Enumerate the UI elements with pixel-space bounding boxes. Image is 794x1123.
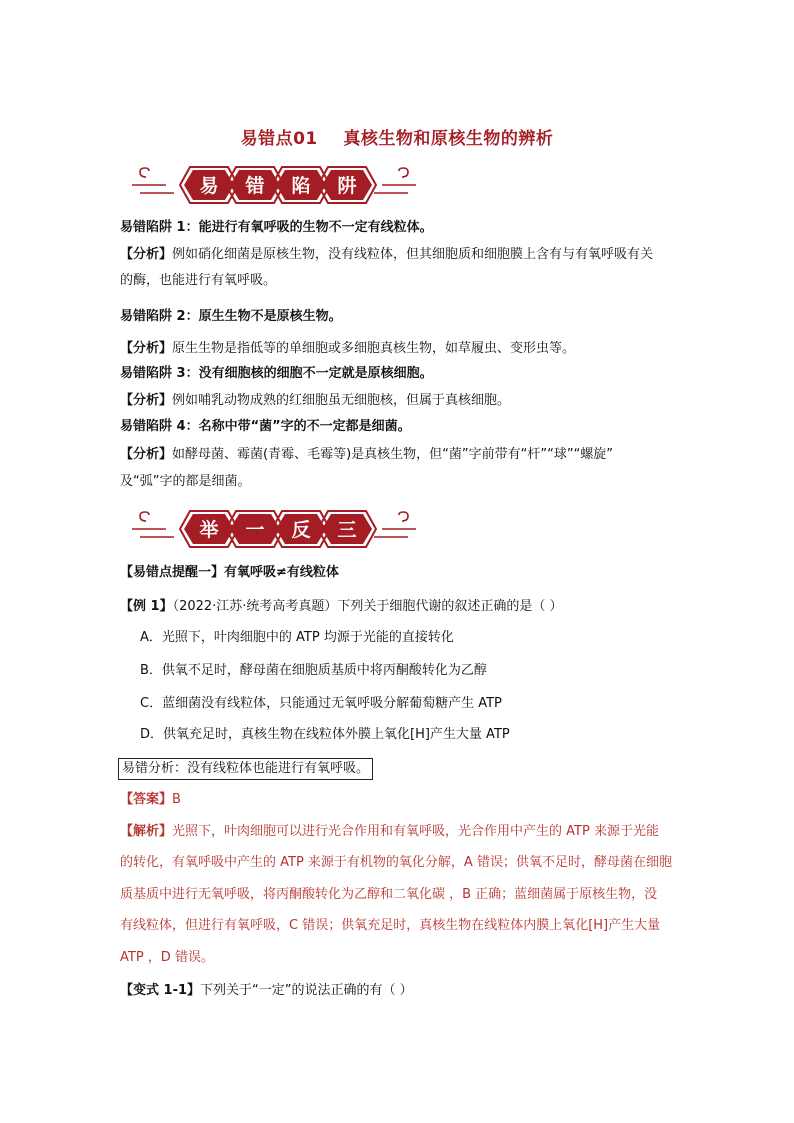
example-tag: 【例 1】 — [120, 599, 173, 614]
answer-tag: 【答案】 — [120, 792, 173, 807]
trap-analysis — [120, 445, 700, 465]
trap-analysis-cont: 的酶，也能进行有氧呼吸。 — [120, 273, 277, 288]
choice-a: A．光照下，叶肉细胞中的 ATP 均源于光能的直接转化 — [140, 630, 454, 645]
trap-heading: 易错陷阱 4：名称中带“菌”字的不一定都是细菌。 — [120, 419, 411, 434]
trap-heading: 易错陷阱 3：没有细胞核的细胞不一定就是原核细胞。 — [120, 366, 433, 381]
banner-trap — [126, 163, 422, 207]
analysis-line — [120, 822, 700, 842]
example-stem — [120, 597, 700, 617]
analysis-tag: 【分析】 — [120, 447, 173, 462]
analysis-tag: 【分析】 — [120, 393, 173, 408]
trap-analysis — [120, 339, 700, 359]
analysis-tag: 【解析】 — [120, 824, 173, 839]
analysis-tag: 【分析】 — [120, 247, 173, 262]
analysis-line: ATP ，D 错误。 — [120, 950, 214, 965]
example-question: （2022·江苏·统考高考真题）下列关于细胞代谢的叙述正确的是（ ） — [172, 599, 563, 614]
banner-practice — [126, 507, 422, 551]
banner-trap-char: 易 — [199, 175, 219, 197]
analysis-text: 例如哺乳动物成熟的红细胞虽无细胞核，但属于真核细胞。 — [172, 393, 511, 408]
choice-d: D．供氧充足时，真核生物在线粒体外膜上氧化[H]产生大量 ATP — [140, 727, 510, 742]
analysis-text: 原生生物是指低等的单细胞或多细胞真核生物，如草履虫、变形虫等。 — [172, 341, 576, 356]
variant-tag: 【变式 1-1】 — [120, 983, 201, 998]
choice-c: C．蓝细菌没有线粒体，只能通过无氧呼吸分解葡萄糖产生 ATP — [140, 696, 502, 711]
page-title: 易错点01 真核生物和原核生物的辨析 — [240, 129, 554, 149]
trap-heading: 易错陷阱 2：原生生物不是原核生物。 — [120, 309, 342, 324]
banner-trap-char: 错 — [245, 175, 265, 197]
answer-line — [120, 790, 700, 810]
banner-practice-char: 反 — [291, 519, 311, 541]
mistake-hint-box: 易错分析：没有线粒体也能进行有氧呼吸。 — [118, 758, 373, 780]
variant-question — [120, 981, 700, 1001]
analysis-text: 例如硝化细菌是原核生物，没有线粒体，但其细胞质和细胞膜上含有与有氧呼吸有关 — [172, 247, 654, 262]
trap-heading: 易错陷阱 1：能进行有氧呼吸的生物不一定有线粒体。 — [120, 220, 433, 235]
banner-trap-char: 阱 — [337, 175, 357, 197]
choice-b: B．供氧不足时，酵母菌在细胞质基质中将丙酮酸转化为乙醇 — [140, 663, 487, 678]
analysis-tag: 【分析】 — [120, 341, 173, 356]
analysis-text: 如酵母菌、霉菌(青霉、毛霉等)是真核生物，但“菌”字前带有“杆”“球”“螺旋” — [172, 447, 614, 462]
banner-practice-char: 三 — [337, 519, 357, 541]
banner-practice-char: 一 — [245, 519, 265, 541]
trap-analysis — [120, 391, 700, 411]
analysis-text: 光照下，叶肉细胞可以进行光合作用和有氧呼吸，光合作用中产生的 ATP 来源于光能 — [172, 824, 659, 839]
trap-analysis-cont: 及“弧”字的都是细菌。 — [120, 474, 251, 489]
answer-value: B — [172, 792, 181, 807]
trap-analysis — [120, 245, 700, 265]
reminder-heading: 【易错点提醒一】有氧呼吸≠有线粒体 — [120, 565, 339, 580]
analysis-line: 质基质中进行无氧呼吸，将丙酮酸转化为乙醇和二氧化碳 ，B 正确；蓝细菌属于原核生物，没 — [120, 887, 658, 902]
analysis-line: 有线粒体，但进行有氧呼吸，C 错误；供氧充足时，真核生物在线粒体内膜上氧化[H]产生大量 — [120, 918, 661, 933]
analysis-line: 的转化，有氧呼吸中产生的 ATP 来源于有机物的氧化分解，A 错误；供氧不足时，酵母菌在细胞 — [120, 855, 672, 870]
banner-practice-char: 举 — [199, 519, 219, 541]
variant-stem: 下列关于“一定”的说法正确的有（ ） — [200, 983, 413, 998]
banner-trap-char: 陷 — [291, 175, 311, 197]
